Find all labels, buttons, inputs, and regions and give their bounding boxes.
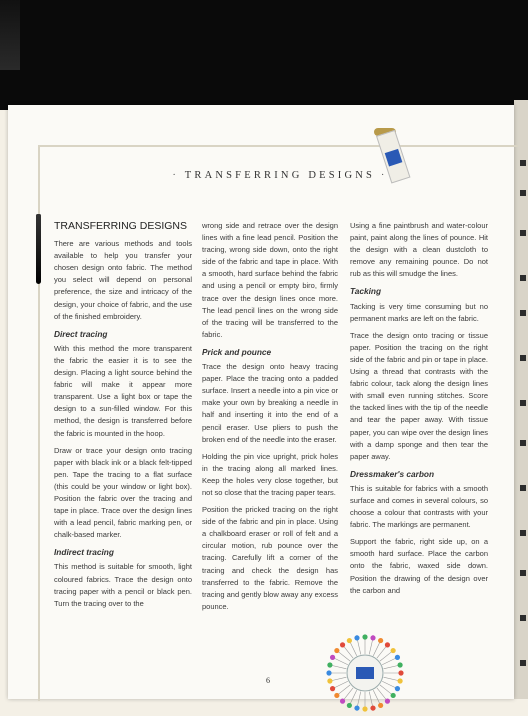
paragraph: Trace the design onto tracing or tissue paper. Position the tracing on the right side of the fabric and pin or tape in place. Using a thread that contrasts with the fabric colour, tack along the design lines with small even running stitches. Score the tacked lines with the tip of the needle and tear the paper away. With tissue paper, you can wipe over the design lines with a damp sponge and then tear the paper away. [350, 330, 488, 461]
paragraph: Draw or trace your design onto tracing paper with black ink or a black felt-tipped pen. Tape the tracing to a flat surface (this could be your window or light box). Position the fabric over the tracing and tape in place. Trace over the design lines with a lead pencil, fabric marking pen, or chalk-based marker. [54, 445, 192, 540]
section-title: TRANSFERRING DESIGNS [54, 220, 188, 232]
page-header [140, 170, 420, 181]
paragraph: wrong side and retrace over the design lines with a fine lead pencil. Position the tracing, wrong side down, onto the right side of the fabric and tape in place. With a smooth, hard surface behind the fabric and using a pencil or empty biro, firmly trace over the design lines once more. The lead pencil lines on the wrong side of the tracing will be transferred to the fabric. [202, 221, 338, 339]
paragraph: Tacking is very time consuming but no permanent marks are left on the fabric. [350, 301, 488, 323]
subheading: Prick and pounce [202, 346, 272, 357]
paragraph: Holding the pin vice upright, prick holes in the tracing along all marked lines. Keep the holes very close together, but not so close that the tracing paper tears. [202, 451, 338, 497]
paragraph: There are various methods and tools available to help you transfer your chosen design onto fabric. The method you select will depend on personal preference, the size and intricacy of the design, your choice of fabric, and the use of the finished embroidery. [54, 239, 192, 321]
scan-background-top [0, 0, 528, 110]
paragraph: This method is suitable for smooth, light coloured fabrics. Trace the design onto tracing paper with a pencil or black pen. Turn the tracing over to the [54, 562, 192, 608]
pencil-icon [0, 0, 20, 70]
subheading: Tacking [350, 286, 382, 297]
subheading: Direct tracing [54, 328, 108, 339]
paragraph: Trace the design onto heavy tracing paper. Place the tracing onto a padded surface. Insert a needle into a pin vice or make your own by breaking a needle in half and inserting it into the end of a pencil eraser. Use pliers to push the broken end of the needle into the eraser. [202, 362, 338, 444]
subheading: Dressmaker's carbon [350, 468, 435, 479]
header-dot-right: · [380, 170, 388, 181]
paragraph: This is suitable for fabrics with a smooth surface and comes in several colours, so choose a colour that contrasts with your fabric. The markings are permanent. [350, 483, 488, 530]
thread-spool-icon [366, 128, 404, 192]
paragraph: Support the fabric, right side up, on a smooth hard surface. Place the carbon onto the fabric, waxed side down. Position the drawing of the design over the carbon and [350, 537, 488, 595]
paragraph: Position the pricked tracing on the right side of the fabric and pin in place. Using a chalkboard eraser or roll of felt and a circular motion, rub pounce over the tracing. Carefully lift a corner of the tracing and check the design has transferred to the fabric. Remove the tracing and gently blow away any excess pounce. [202, 505, 338, 611]
subheading: Indirect tracing [54, 547, 114, 558]
header-dot-left: · [172, 170, 180, 181]
text-column-1 [54, 220, 192, 615]
pin-cushion-icon [322, 630, 408, 716]
text-column-2 [202, 220, 338, 618]
pen-icon [36, 214, 41, 284]
paragraph: Using a fine paintbrush and water-colour paint, paint along the lines of pounce. Hit the design with a clean dustcloth to remove any remaining pounce. Do not rub as this will smudge the lines. [350, 221, 488, 279]
header-title: TRANSFERRING DESIGNS [184, 170, 376, 181]
text-column-3 [350, 220, 488, 602]
page-number: 6 [266, 676, 270, 685]
paragraph: With this method the more transparent the fabric the easier it is to see the design. Placing a light source behind the fabric will make it appear more transparent. Use a light box or tape the design to a sun-filled window. For this method, the design is transferred before the fabric is mounted in the hoop. [54, 343, 192, 438]
